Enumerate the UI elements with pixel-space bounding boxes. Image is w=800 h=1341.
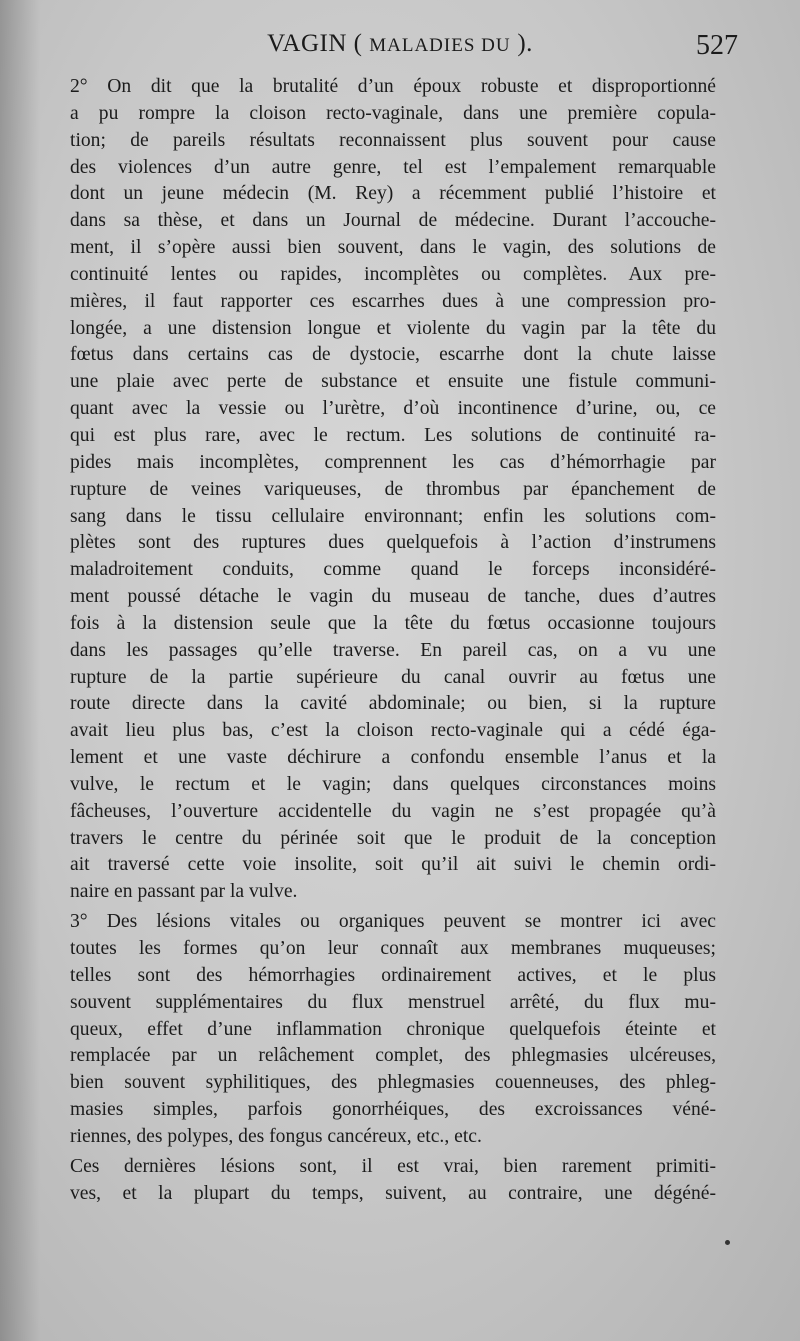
running-head xyxy=(70,30,730,58)
text-line: quant avec la vessie ou l’urètre, d’où incontinence d’urine, ou, ce xyxy=(70,398,716,420)
text-line: queux, effet d’une inflammation chronique quelquefois éteinte et xyxy=(70,1018,716,1040)
text-line: fœtus dans certains cas de dystocie, escarrhe dont la chute laisse xyxy=(70,344,716,366)
text-line: naire en passant par la vulve. xyxy=(70,881,298,903)
text-line: sang dans le tissu cellulaire environnant; enfin les solutions com- xyxy=(70,505,716,527)
text-line: a pu rompre la cloison recto-vaginale, dans une première copula- xyxy=(70,102,716,124)
text-line: riennes, des polypes, des fongus cancéreux, etc., etc. xyxy=(70,1125,482,1147)
running-head-open-paren: ( xyxy=(346,30,370,57)
paragraph xyxy=(70,74,716,906)
text-line: mières, il faut rapporter ces escarrhes dues à une compression pro- xyxy=(70,290,716,312)
text-line: continuité lentes ou rapides, incomplètes ou complètes. Aux pre- xyxy=(70,263,716,285)
text-line: bien souvent syphilitiques, des phlegmasies couenneuses, des phleg- xyxy=(70,1072,716,1094)
text-line: plètes sont des ruptures dues quelquefois à l’action d’instrumens xyxy=(70,532,716,554)
text-line: toutes les formes qu’on leur connaît aux membranes muqueuses; xyxy=(70,938,716,959)
text-line: 2° On dit que la brutalité d’un époux robuste et disproportionné xyxy=(70,76,716,97)
text-line: maladroitement conduits, comme quand le forceps inconsidéré- xyxy=(70,559,716,581)
page-header xyxy=(70,30,738,70)
text-line: souvent supplémentaires du flux menstruel arrêté, du flux mu- xyxy=(70,991,716,1013)
binding-shadow xyxy=(0,0,40,1341)
text-line: longée, a une distension longue et violente du vagin par la tête du xyxy=(70,317,716,339)
text-line: dont un jeune médecin (M. Rey) a récemment publié l’histoire et xyxy=(70,183,716,205)
text-line: fois à la distension seule que la tête du fœtus occasionne toujours xyxy=(70,612,716,634)
text-line: rupture de veines variqueuses, de thrombus par épanchement de xyxy=(70,478,716,500)
paragraph xyxy=(70,909,716,1151)
text-line: tion; de pareils résultats reconnaissent plus souvent pour cause xyxy=(70,129,716,151)
text-line: masies simples, parfois gonorrhéiques, des excroissances véné- xyxy=(70,1099,716,1121)
text-line: ment poussé détache le vagin du museau de tanche, dues d’autres xyxy=(70,586,716,608)
paragraph xyxy=(70,1154,716,1208)
page-number: 527 xyxy=(696,30,738,61)
text-line: une plaie avec perte de substance et ensuite une fistule communi- xyxy=(70,371,716,393)
text-line: dans les passages qu’elle traverse. En pareil cas, on a vu une xyxy=(70,639,716,661)
text-line: remplacée par un relâchement complet, des phlegmasies ulcéreuses, xyxy=(70,1045,716,1067)
running-head-sub: MALADIES DU xyxy=(369,35,511,56)
body-text xyxy=(70,74,716,1207)
text-line: route directe dans la cavité abdominale; ou bien, si la rupture xyxy=(70,693,716,715)
text-line: fâcheuses, l’ouverture accidentelle du vagin ne s’est propagée qu’à xyxy=(70,800,716,822)
running-head-close-paren: ). xyxy=(510,30,533,57)
text-line: ves, et la plupart du temps, suivent, au contraire, une dégéné- xyxy=(70,1182,716,1204)
text-line: qui est plus rare, avec le rectum. Les solutions de continuité ra- xyxy=(70,424,716,446)
ink-speck xyxy=(725,1240,730,1245)
text-line: ment, il s’opère aussi bien souvent, dans le vagin, des solutions de xyxy=(70,237,716,259)
text-line: lement et une vaste déchirure a confondu ensemble l’anus et la xyxy=(70,747,716,769)
text-line: ait traversé cette voie insolite, soit qu’il ait suivi le chemin ordi- xyxy=(70,854,716,876)
text-line: 3° Des lésions vitales ou organiques peuvent se montrer ici avec xyxy=(70,911,716,933)
text-line: des violences d’un autre genre, tel est l’empalement remarquable xyxy=(70,156,716,178)
text-line: rupture de la partie supérieure du canal ouvrir au fœtus une xyxy=(70,666,716,688)
text-line: travers le centre du périnée soit que le produit de la conception xyxy=(70,827,716,849)
text-line: pides mais incomplètes, comprennent les cas d’hémorrhagie par xyxy=(70,451,716,473)
text-line: telles sont des hémorrhagies ordinairement actives, et le plus xyxy=(70,964,716,986)
text-line: vulve, le rectum et le vagin; dans quelques circonstances moins xyxy=(70,773,716,795)
running-head-main: VAGIN xyxy=(267,30,347,57)
text-line: dans sa thèse, et dans un Journal de médecine. Durant l’accouche- xyxy=(70,210,716,232)
text-line: Ces dernières lésions sont, il est vrai, bien rarement primiti- xyxy=(70,1155,716,1177)
text-line: avait lieu plus bas, c’est la cloison recto-vaginale qui a cédé éga- xyxy=(70,720,716,742)
